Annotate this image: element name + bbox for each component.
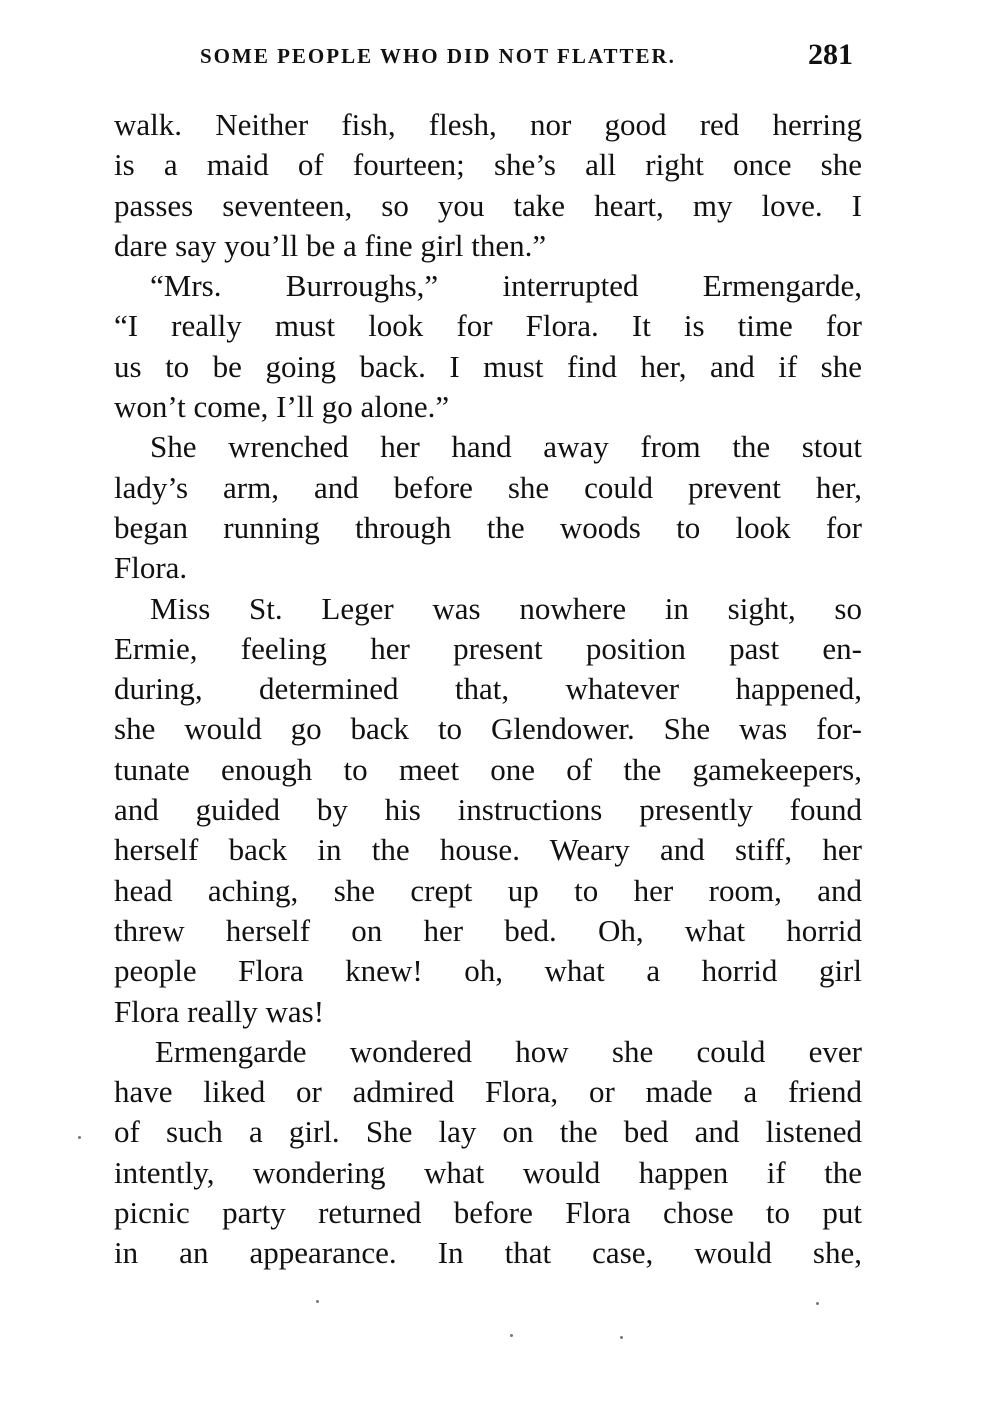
text-line: and guided by his instructions presently found [114, 792, 862, 828]
text-line: “I really must look for Flora. It is time for [114, 308, 862, 344]
text-line: is a maid of fourteen; she’s all right once she [114, 147, 862, 183]
text-line: dare say you’ll be a fine girl then.” [114, 227, 547, 263]
text-line: Ermengarde wondered how she could ever [155, 1033, 862, 1069]
text-line: tunate enough to meet one of the gamekeepers, [114, 751, 862, 787]
text-line: picnic party returned before Flora chose to put [114, 1195, 862, 1231]
text-line: during, determined that, whatever happened, [114, 671, 862, 707]
text-line: won’t come, I’ll go alone.” [114, 389, 450, 425]
text-line: have liked or admired Flora, or made a friend [114, 1074, 862, 1110]
text-line: herself back in the house. Weary and stiff, her [114, 832, 862, 868]
scan-speck [620, 1336, 623, 1339]
text-line: Flora really was! [114, 993, 325, 1029]
scan-speck [510, 1334, 513, 1337]
text-line: Flora. [114, 550, 188, 586]
paragraph [114, 266, 862, 427]
body-text [114, 105, 862, 1274]
text-line: people Flora knew! oh, what a horrid girl [114, 953, 862, 989]
text-line: passes seventeen, so you take heart, my love. I [114, 187, 862, 223]
text-line: Miss St. Leger was nowhere in sight, so [150, 590, 862, 626]
text-line: She wrenched her hand away from the stout [150, 429, 862, 465]
scan-speck [816, 1302, 819, 1305]
text-line: us to be going back. I must find her, and if she [114, 348, 862, 384]
text-line: of such a girl. She lay on the bed and listened [114, 1114, 862, 1150]
text-line: she would go back to Glendower. She was for- [114, 711, 862, 747]
text-line: in an appearance. In that case, would she, [114, 1235, 862, 1271]
paragraph [114, 1032, 862, 1274]
text-line: Ermie, feeling her present position past en- [114, 630, 862, 666]
text-line: “Mrs. Burroughs,” interrupted Ermengarde, [150, 268, 862, 304]
scan-speck [316, 1300, 319, 1303]
text-line: began running through the woods to look for [114, 509, 862, 545]
paragraph [114, 427, 862, 588]
running-head: SOME PEOPLE WHO DID NOT FLATTER. [200, 44, 676, 68]
text-line: head aching, she crept up to her room, and [114, 872, 862, 908]
text-line: intently, wondering what would happen if the [114, 1154, 862, 1190]
text-line: lady’s arm, and before she could prevent her, [114, 469, 862, 505]
text-line: threw herself on her bed. Oh, what horrid [114, 912, 862, 948]
page-number: 281 [808, 38, 853, 71]
scan-speck [78, 1136, 81, 1139]
text-line: walk. Neither fish, flesh, nor good red herring [114, 107, 862, 142]
paragraph [114, 589, 862, 1032]
paragraph [114, 105, 862, 266]
